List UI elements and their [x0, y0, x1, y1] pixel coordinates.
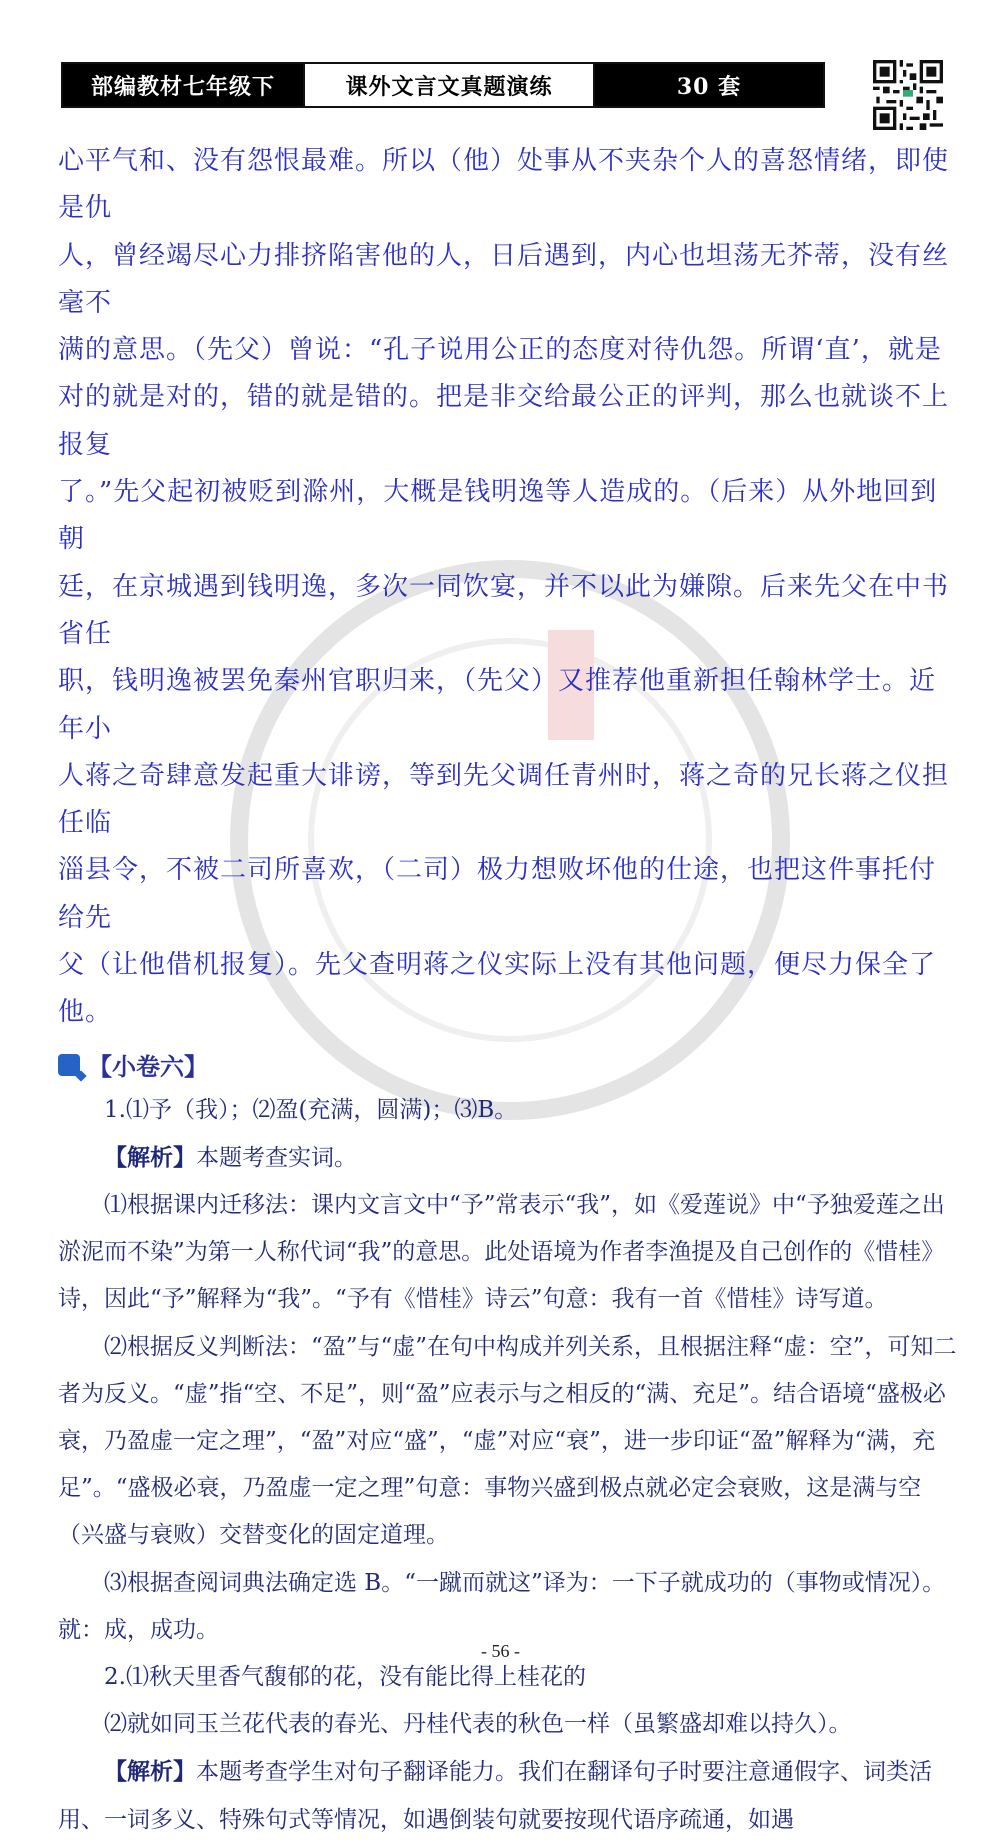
header-bar [61, 62, 825, 108]
translation-line: 廷，在京城遇到钱明逸，多次一同饮宴，并不以此为嫌隙。后来先父在中书省任 [58, 571, 950, 649]
translation-line: 人，曾经竭尽心力排挤陷害他的人，日后遇到，内心也坦荡无芥蒂，没有丝毫不 [58, 240, 950, 318]
translation-line: 淄县令，不被二司所喜欢，（二司）极力想败坏他的仕途，也把这件事托付给先 [58, 855, 937, 933]
analysis-label: 【解析】 [104, 1758, 196, 1786]
section-heading [58, 1043, 958, 1087]
answer-q2-2: ⑵就如同玉兰花代表的春光、丹桂代表的秋色一样（虽繁盛却难以持久）。 [104, 1711, 852, 1738]
analysis-point-1: ⑴根据课内迁移法：课内文言文中“予”常表示“我”，如《爱莲说》中“予独爱莲之出淤泥而不染”为第一人称代词“我”的意思。此处语境为作者李渔提及自己创作的《惜桂》诗，因此“予”解释为“我”。“予有《惜桂》诗云”句意：我有一首《惜桂》诗写道。 [58, 1192, 945, 1313]
translation-line: 满的意思。（先父）曾说：“孔子说用公正的态度对待仇怨。所谓‘直’，就是 [58, 335, 942, 366]
translation-line: 了。”先父起初被贬到滁州，大概是钱明逸等人造成的。（后来）从外地回到朝 [58, 477, 938, 555]
answer-q1: 1.⑴予（我）；⑵盈(充满，圆满)；⑶B。 [104, 1096, 518, 1123]
translation-line: 父（让他借机报复）。先父查明蒋之仪实际上没有其他问题，便尽力保全了他。 [58, 950, 937, 1028]
analysis-label: 【解析】 [104, 1143, 196, 1171]
header-set-count: 30 套 [595, 64, 823, 106]
page-number: - 56 - [481, 1641, 520, 1661]
header-grade: 部编教材七年级下 [63, 64, 303, 106]
speech-bubble-icon [58, 1054, 80, 1076]
analysis-text: 本题考查实词。 [196, 1144, 357, 1171]
translation-line: 心平气和、没有怨恨最难。所以（他）处事从不夹杂个人的喜怒情绪，即使是仇 [58, 146, 950, 224]
analysis-point-2: ⑵根据反义判断法：“盈”与“虚”在句中构成并列关系，且根据注释“虚：空”，可知二者为反义。“虚”指“空、不足”，则“盈”应表示与之相反的“满、充足”。结合语境“盛极必衰，乃盈虚一定之理”，“盈”对应“盛”，“虚”对应“衰”，进一步印证“盈”解释为“满，充足”。“盛极必衰，乃盈虚一定之理”句意：事物兴盛到极点就必定会衰败，这是满与空（兴盛与衰败）交替变化的固定道理。 [58, 1333, 957, 1549]
translation-block [58, 138, 958, 1037]
analysis-2 [58, 1748, 958, 1843]
analysis-text: 本题考查学生对句子翻译能力。我们在翻译句子时要注意通假字、词类活用、一词多义、特殊句式等情况，如遇倒装句就要按现代语序疏通，如遇 [58, 1759, 932, 1833]
analysis-point-3: ⑶根据查阅词典法确定选 B。“一蹴而就这”译为：一下子就成功的（事物或情况）。就：成，成功。 [58, 1569, 946, 1643]
qr-code-icon [873, 60, 943, 130]
answers-block [58, 1087, 958, 1844]
section-title: 【小卷六】 [88, 1052, 208, 1082]
translation-line: 对的就是对的，错的就是错的。把是非交给最公正的评判，那么也就谈不上报复 [58, 382, 950, 460]
header-title: 课外文言文真题演练 [303, 64, 595, 106]
translation-line: 人蒋之奇肆意发起重大诽谤，等到先父调任青州时，蒋之奇的兄长蒋之仪担任临 [58, 760, 950, 839]
analysis-1 [58, 1134, 958, 1182]
document-body [58, 138, 958, 1844]
answer-q2-1: 2.⑴秋天里香气馥郁的花，没有能比得上桂花的 [104, 1664, 586, 1691]
translation-line: 职，钱明逸被罢免秦州官职归来，（先父）又推荐他重新担任翰林学士。近年小 [58, 666, 937, 744]
